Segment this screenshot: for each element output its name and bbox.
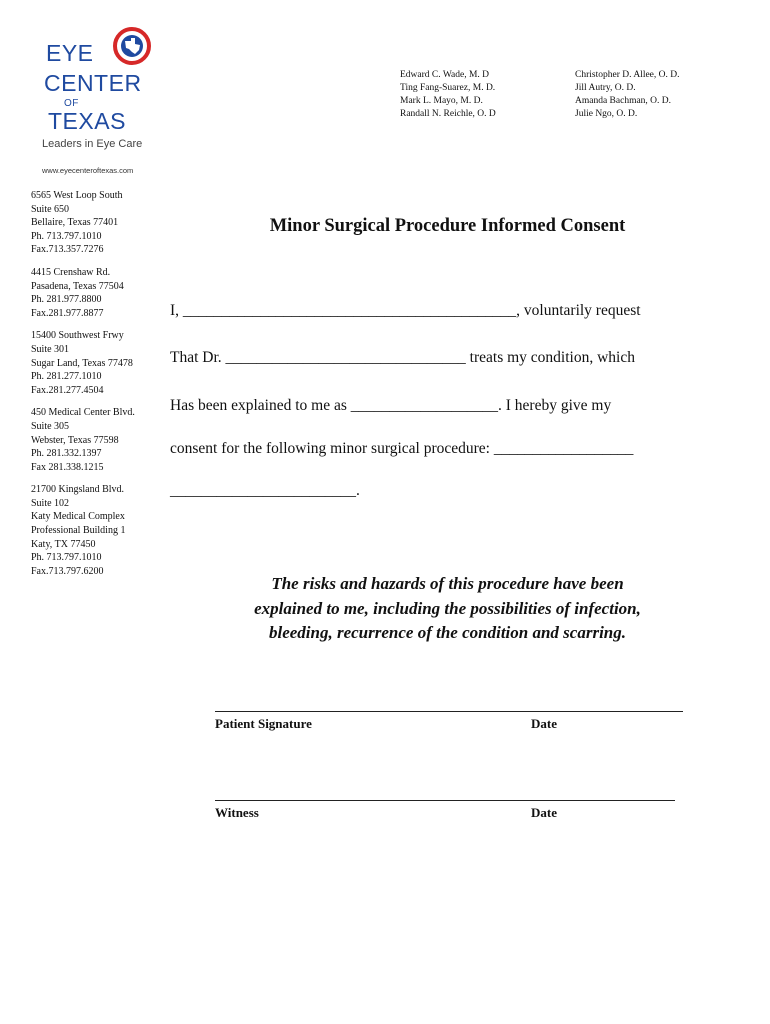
location-sugar-land: [31, 329, 135, 397]
doctor-name: Christopher D. Allee, O. D.: [575, 70, 680, 80]
patient-signature-line[interactable]: [215, 711, 683, 712]
doctor-name: Julie Ngo, O. D.: [575, 109, 638, 119]
doctors-list-left: [400, 69, 496, 121]
address-line: Ph. 713.797.1010: [31, 230, 102, 242]
risks-line: The risks and hazards of this procedure have been: [271, 574, 624, 593]
location-webster: [31, 406, 135, 474]
doctor-name: Mark L. Mayo, M. D.: [400, 96, 483, 106]
doctor-name: Ting Fang-Suarez, M. D.: [400, 83, 496, 93]
address-line: Katy Medical Complex: [31, 511, 125, 523]
doctor-name: Amanda Bachman, O. D.: [575, 96, 672, 106]
consent-line-procedure-continued[interactable]: ________________________.: [170, 482, 360, 499]
address-line: Suite 305: [31, 420, 70, 432]
address-line: Professional Building 1: [31, 525, 126, 537]
address-line: 450 Medical Center Blvd.: [31, 407, 135, 419]
doctor-name: Randall N. Reichle, O. D: [400, 109, 496, 119]
address-line: Suite 650: [31, 203, 70, 215]
texas-eye-logo-icon: [112, 26, 152, 66]
witness-signature-label: Witness: [215, 805, 259, 820]
consent-line-patient-name[interactable]: I, ___________________________________________, voluntarily request: [170, 302, 641, 319]
consent-line-doctor-name[interactable]: That Dr. _______________________________ treats my condition, which: [170, 349, 635, 366]
consent-line-condition[interactable]: Has been explained to me as ___________________. I hereby give my: [170, 397, 612, 414]
location-addresses: [31, 189, 135, 587]
doctor-name: Edward C. Wade, M. D: [400, 70, 490, 80]
doctors-list-right: [575, 69, 680, 121]
logo-text-texas: TEXAS: [48, 108, 126, 134]
risks-line: bleeding, recurrence of the condition and scarring.: [268, 623, 626, 642]
address-line: Fax 281.338.1215: [31, 461, 104, 473]
address-line: Ph. 281.977.8800: [31, 294, 102, 306]
location-katy: [31, 483, 135, 578]
clinic-logo: [42, 28, 162, 178]
address-line: Pasadena, Texas 77504: [31, 280, 124, 292]
logo-tagline: Leaders in Eye Care: [42, 138, 143, 150]
address-line: Katy, TX 77450: [31, 538, 96, 550]
consent-line-procedure[interactable]: consent for the following minor surgical procedure: __________________: [170, 440, 634, 457]
address-line: Suite 301: [31, 343, 70, 355]
logo-text-eye: EYE: [46, 40, 94, 66]
address-line: Suite 102: [31, 497, 70, 509]
logo-text-of: OF: [64, 98, 79, 109]
address-line: Ph. 281.332.1397: [31, 448, 102, 460]
doctor-name: Jill Autry, O. D.: [575, 83, 636, 93]
risks-statement: [170, 572, 725, 646]
address-line: Webster, Texas 77598: [31, 434, 119, 446]
address-line: Ph. 281.277.1010: [31, 371, 102, 383]
logo-website: www.eyecenteroftexas.com: [42, 166, 134, 175]
patient-date-label: Date: [531, 716, 557, 731]
patient-signature-label: Patient Signature: [215, 716, 312, 731]
address-line: Fax.281.977.8877: [31, 307, 104, 319]
address-line: 15400 Southwest Frwy: [31, 330, 124, 342]
location-bellaire: [31, 189, 135, 257]
address-line: Ph. 713.797.1010: [31, 552, 102, 564]
logo-text-center: CENTER: [44, 70, 142, 96]
witness-signature-line[interactable]: [215, 800, 675, 801]
risks-line: explained to me, including the possibilities of infection,: [254, 598, 641, 618]
address-line: 4415 Crenshaw Rd.: [31, 266, 111, 278]
address-line: Bellaire, Texas 77401: [31, 217, 119, 229]
address-line: Fax.281.277.4504: [31, 384, 104, 396]
form-title: Minor Surgical Procedure Informed Consent: [269, 216, 626, 236]
address-line: Fax.713.797.6200: [31, 565, 104, 577]
address-line: 21700 Kingsland Blvd.: [31, 484, 125, 496]
address-line: Fax.713.357.7276: [31, 244, 104, 256]
address-line: 6565 West Loop South: [31, 190, 123, 201]
address-line: Sugar Land, Texas 77478: [31, 357, 133, 369]
location-pasadena: [31, 266, 135, 320]
witness-date-label: Date: [531, 805, 557, 820]
